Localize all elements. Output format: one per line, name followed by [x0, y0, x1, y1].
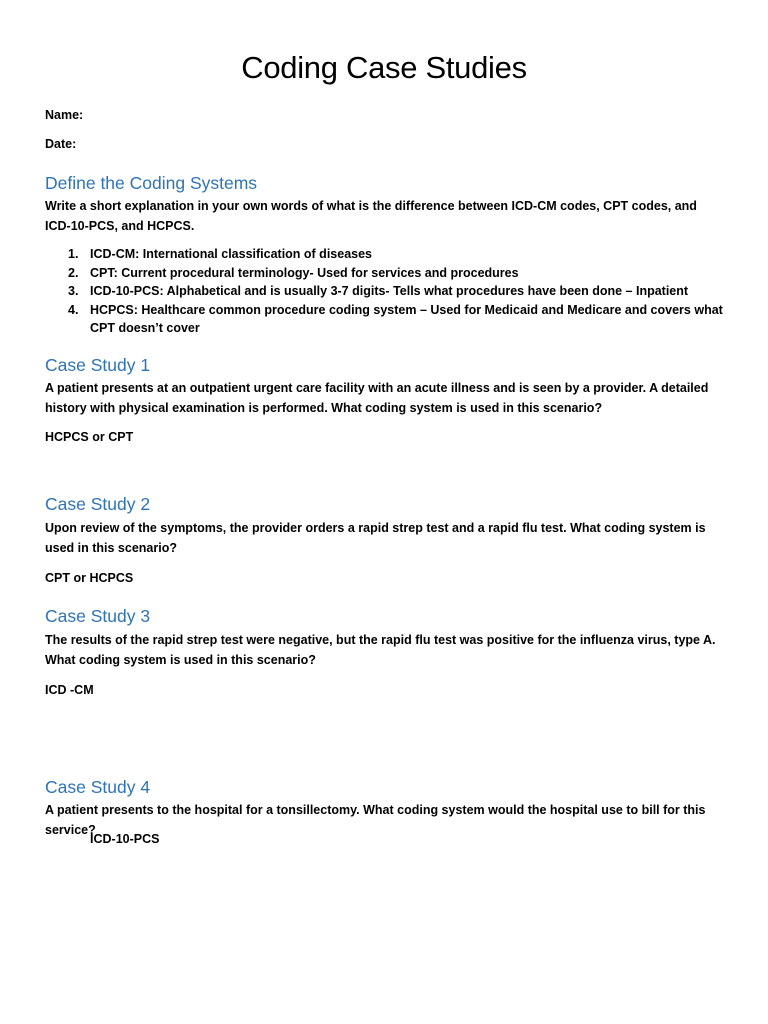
case-study-1-question: A patient presents at an outpatient urgent care facility with an acute illness and is seen by a provider. A detailed history with physical examination is performed. What coding system is used in this scenario?	[45, 381, 709, 415]
list-item-text: ICD-CM: International classification of diseases	[90, 247, 373, 261]
case-study-1-answer: HCPCS or CPT	[45, 430, 134, 444]
case-study-3-answer: ICD -CM	[45, 683, 94, 697]
define-heading: Define the Coding Systems	[45, 173, 258, 193]
list-item	[45, 245, 725, 264]
case-study-4-question: A patient presents to the hospital for a tonsillectomy. What coding system would the hospital use to bill for this service?	[45, 803, 706, 837]
define-prompt: Write a short explanation in your own words of what is the difference between ICD-CM codes, CPT codes, and ICD-10-PCS, and HCPCS.	[45, 199, 697, 233]
list-item-text: HCPCS: Healthcare common procedure coding system – Used for Medicaid and Medicare and covers what CPT doesn’t cover	[90, 302, 723, 335]
list-item-number: 3.	[68, 284, 79, 298]
case-study-4-answer: ICD-10-PCS	[90, 832, 160, 846]
list-item-number: 2.	[68, 265, 79, 280]
list-item-number: 1.	[68, 247, 79, 261]
page-title: Coding Case Studies	[241, 50, 527, 85]
case-study-2-answer: CPT or HCPCS	[45, 571, 134, 585]
case-study-3-question: The results of the rapid strep test were negative, but the rapid flu test was positive for the influenza virus, type A. What coding system is used in this scenario?	[45, 633, 716, 667]
list-item-number: 4.	[68, 302, 79, 317]
date-label: Date:	[45, 137, 77, 151]
list-item-text: CPT: Current procedural terminology- Used for services and procedures	[90, 265, 519, 280]
list-item-text: ICD-10-PCS: Alphabetical and is usually 3-7 digits- Tells what procedures have been done – Inpatient	[90, 284, 689, 298]
list-item	[45, 264, 725, 283]
case-study-2-question: Upon review of the symptoms, the provider orders a rapid strep test and a rapid flu test. What coding system is used in this scenario?	[45, 521, 706, 555]
name-label: Name:	[45, 108, 84, 122]
case-study-2-heading: Case Study 2	[45, 494, 151, 514]
coding-systems-list	[45, 245, 725, 338]
list-item	[45, 282, 725, 301]
case-study-4-heading: Case Study 4	[45, 777, 151, 797]
case-study-3-heading: Case Study 3	[45, 606, 151, 626]
case-study-1-heading: Case Study 1	[45, 355, 151, 375]
list-item	[45, 301, 725, 338]
